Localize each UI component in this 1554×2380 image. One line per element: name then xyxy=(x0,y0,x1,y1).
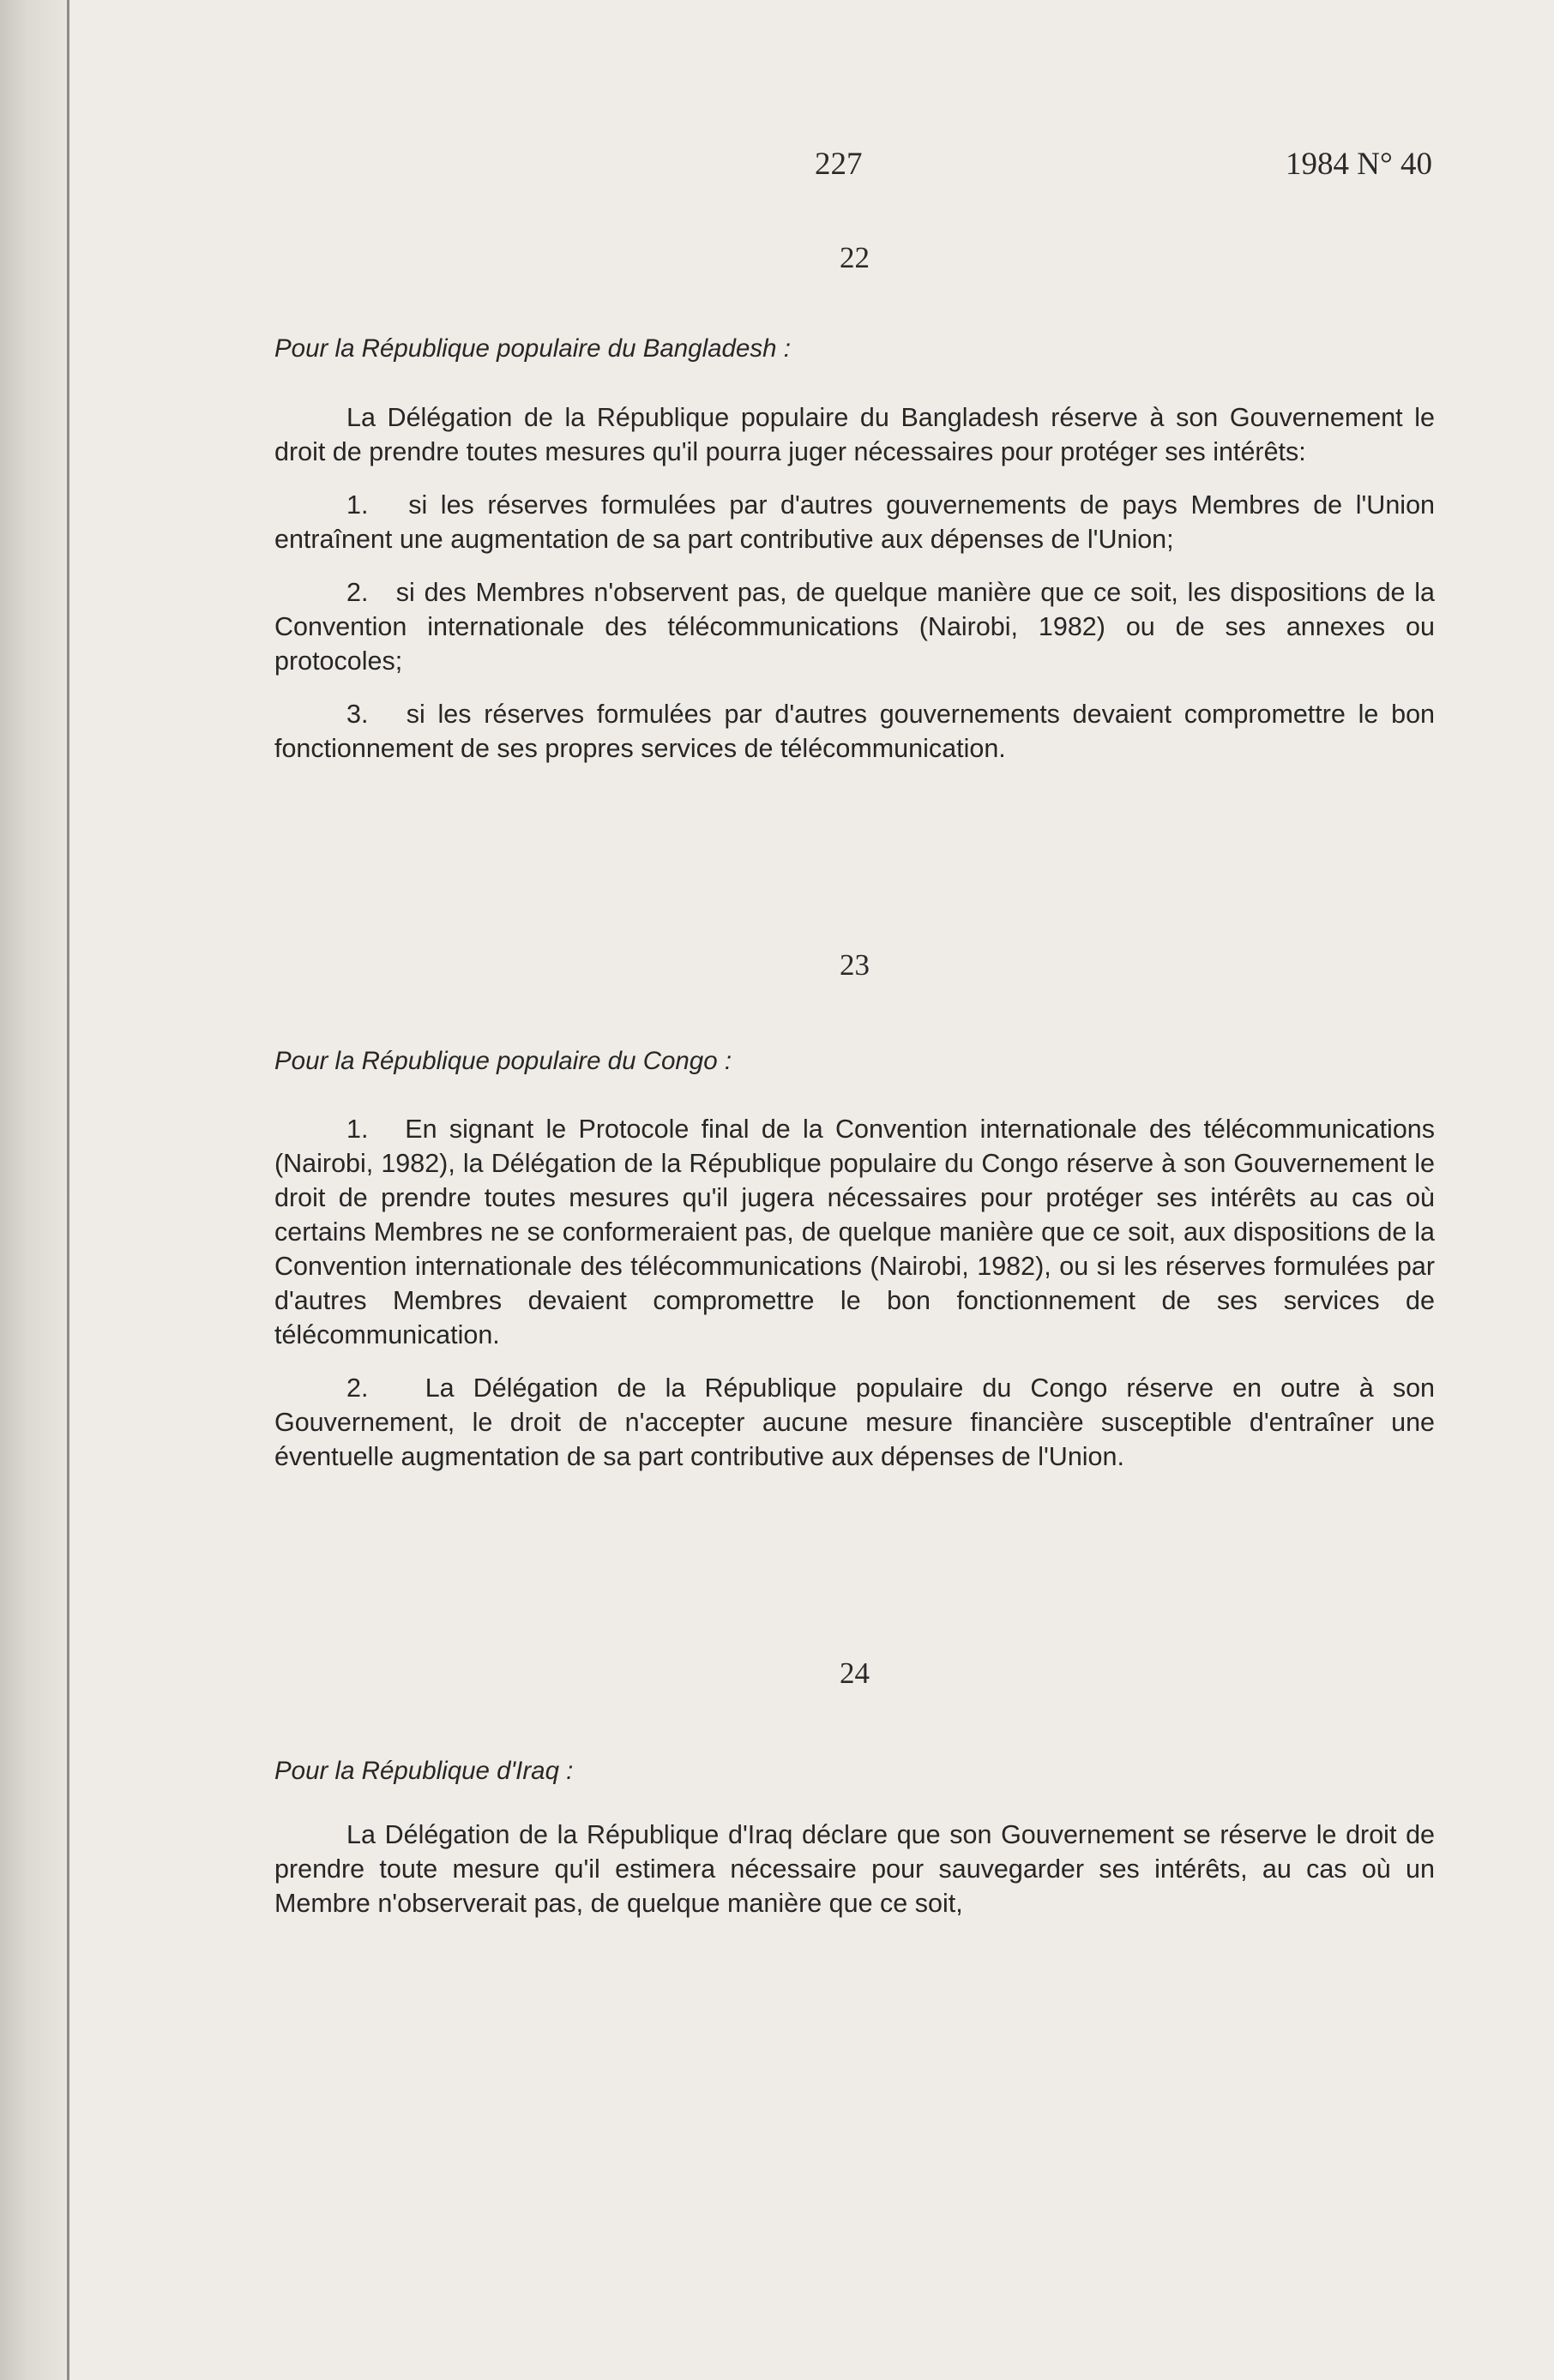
intro-paragraph: La Délégation de la République d'Iraq déclare que son Gouvernement se réserve le droit de prendre toute mesure qu'il estimera nécessaire pour sauvegarder ses intérêts, au cas où un Membre n'observerait pas, de quelque manière que ce soit, xyxy=(274,1820,1435,1918)
item-text: si les réserves formulées par d'autres gouvernements de pays Membres de l'Union entraînent une augmentation de sa part contributive aux dépenses de l'Union; xyxy=(274,490,1435,554)
issue-number: 1984 N° 40 xyxy=(1285,147,1432,182)
list-item xyxy=(274,575,1435,678)
section-body-bangladesh xyxy=(274,400,1435,766)
list-item xyxy=(274,488,1435,556)
item-text: En signant le Protocole final de la Convention internationale des télécommunications (Nairobi, 1982), la Délégation de la République populaire du Congo réserve à son Gouvernement le droit de prendre toutes mesures qu'il jugera nécessaires pour protéger ses intérêts au cas où certains Membres ne se conformeraient pas, de quelque manière que ce soit, aux dispositions de la Convention internationale des télécommunications (Nairobi, 1982), ou si les réserves formulées par d'autres Membres devaient compromettre le bon fonctionnement de ses services de télécommunication. xyxy=(274,1115,1435,1349)
list-item xyxy=(274,697,1435,766)
section-body-iraq xyxy=(274,1818,1435,1920)
intro-paragraph: La Délégation de la République populaire du Bangladesh réserve à son Gouvernement le droit de prendre toutes mesures qu'il pourra juger nécessaires pour protéger ses intérêts: xyxy=(274,403,1435,466)
item-label: 2. xyxy=(346,578,369,607)
item-text: La Délégation de la République populaire du Congo réserve en outre à son Gouvernement, le droit de n'accepter aucune mesure financière susceptible d'entraîner une éventuelle augmentation de sa part contributive aux dépenses de l'Union. xyxy=(274,1373,1435,1471)
section-heading-iraq: Pour la République d'Iraq : xyxy=(274,1757,574,1785)
page-number: 227 xyxy=(815,147,863,182)
running-header xyxy=(815,146,1432,197)
section-heading-bangladesh: Pour la République populaire du Bangladesh : xyxy=(274,334,791,363)
section-heading-congo: Pour la République populaire du Congo : xyxy=(274,1047,732,1075)
list-item xyxy=(274,1371,1435,1474)
item-label: 3. xyxy=(346,700,369,729)
section-body-congo xyxy=(274,1112,1435,1474)
item-label: 2. xyxy=(346,1373,369,1403)
book-binding xyxy=(0,0,67,2380)
section-number-22: 22 xyxy=(840,241,870,274)
section-number-24: 24 xyxy=(840,1656,870,1690)
item-label: 1. xyxy=(346,1115,369,1144)
item-text: si les réserves formulées par d'autres gouvernements devaient compromettre le bon fonctionnement de ses propres services de télécommunication. xyxy=(274,700,1435,763)
item-text: si des Membres n'observent pas, de quelque manière que ce soit, les dispositions de la Convention internationale des télécommunications (Nairobi, 1982) ou de ses annexes ou protocoles; xyxy=(274,578,1436,676)
list-item xyxy=(274,1112,1435,1352)
section-number-23: 23 xyxy=(840,948,870,982)
item-label: 1. xyxy=(346,490,369,520)
